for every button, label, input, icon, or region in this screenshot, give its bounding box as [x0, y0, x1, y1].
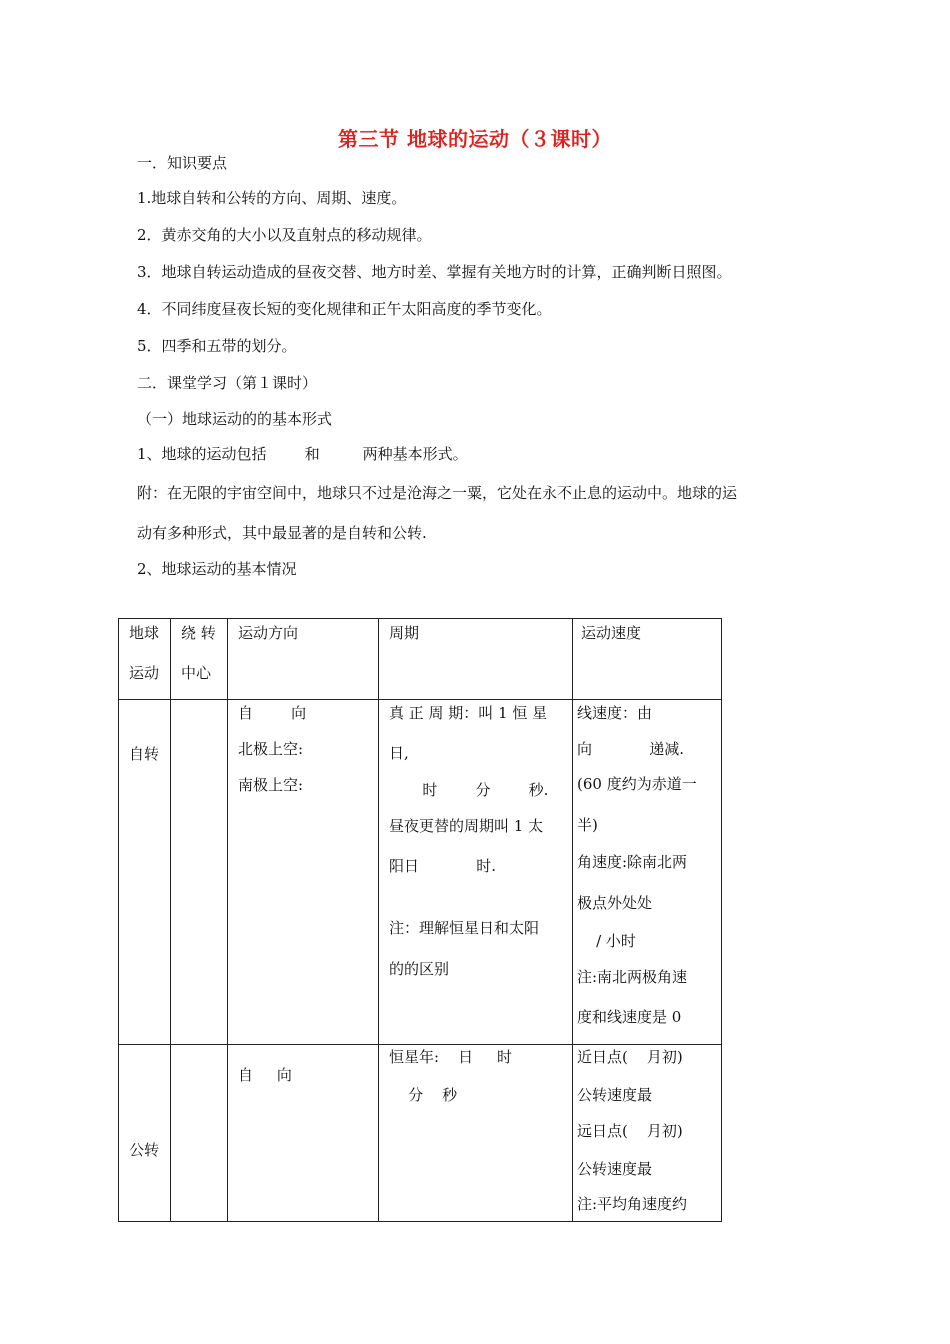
revolution-period-2: 分 秒 [389, 1086, 458, 1104]
rotation-period-2: 日, [389, 744, 409, 762]
earth-motion-table [118, 618, 722, 1222]
rotation-period-4: 昼夜更替的周期叫 1 太 [389, 817, 544, 835]
rotation-speed-6: 极点外处处 [577, 894, 653, 912]
revolution-period-1: 恒星年: 日 时 [389, 1048, 512, 1066]
rotation-speed-2: 向 递减. [577, 740, 684, 758]
header-direction: 运动方向 [238, 624, 299, 642]
rotation-period-6: 注：理解恒星日和太阳 [389, 919, 540, 937]
rotation-period-3: 时 分 秒. [389, 781, 549, 799]
table-row-rotation [119, 700, 722, 1045]
rotation-period-7: 的的区别 [389, 960, 450, 978]
header-center-line2: 中心 [181, 664, 212, 682]
revolution-speed-3: 远日点( 月初) [577, 1122, 683, 1140]
revolution-speed-1: 近日点( 月初) [577, 1048, 683, 1066]
question-1: 1、地球的运动包括 和 两种基本形式。 [137, 445, 468, 463]
rotation-speed-8: 注:南北两极角速 [577, 968, 688, 986]
rotation-direction-1: 自 向 [238, 704, 307, 722]
revolution-speed-2: 公转速度最 [577, 1086, 653, 1104]
table-header-row [119, 619, 722, 700]
header-motion-line1: 地球 [129, 624, 160, 642]
header-motion-line2: 运动 [129, 664, 160, 682]
header-center-line1: 绕 转 [181, 624, 216, 642]
rotation-speed-9: 度和线速度是 0 [577, 1008, 682, 1026]
section2-subheading: （一）地球运动的的基本形式 [137, 410, 333, 428]
question-2: 2、地球运动的基本情况 [137, 560, 297, 578]
header-period: 周期 [389, 624, 420, 642]
header-speed: 运动速度 [581, 624, 642, 642]
revolution-speed-5: 注:平均角速度约 [577, 1195, 688, 1213]
rotation-label: 自转 [129, 745, 160, 763]
knowledge-item-1: 1.地球自转和公转的方向、周期、速度。 [137, 189, 407, 207]
rotation-speed-5: 角速度:除南北两 [577, 853, 688, 871]
knowledge-item-3: 3．地球自转运动造成的昼夜交替、地方时差、掌握有关地方时的计算，正确判断日照图。 [137, 263, 732, 281]
revolution-direction-1: 自 向 [238, 1066, 292, 1084]
knowledge-item-4: 4．不同纬度昼夜长短的变化规律和正午太阳高度的季节变化。 [137, 300, 552, 318]
rotation-speed-4: 半) [577, 816, 598, 834]
section2-heading: 二．课堂学习（第１课时） [137, 374, 318, 392]
note-line-1: 附：在无限的宇宙空间中，地球只不过是沧海之一粟，它处在永不止息的运动中。地球的运 [137, 484, 738, 502]
rotation-speed-1: 线速度：由 [577, 704, 653, 722]
note-line-2: 动有多种形式，其中最显著的是自转和公转. [137, 524, 427, 542]
knowledge-item-2: 2．黄赤交角的大小以及直射点的移动规律。 [137, 226, 432, 244]
rotation-direction-3: 南极上空: [238, 776, 304, 794]
rotation-period-5: 阳日 时. [389, 857, 496, 875]
section1-heading: 一．知识要点 [137, 154, 228, 172]
rotation-period-1: 真 正 周 期：叫 1 恒 星 [389, 704, 548, 722]
rotation-direction-2: 北极上空: [238, 740, 304, 758]
knowledge-item-5: 5．四季和五带的划分。 [137, 337, 297, 355]
table-row-revolution [119, 1045, 722, 1222]
revolution-speed-4: 公转速度最 [577, 1160, 653, 1178]
revolution-label: 公转 [129, 1141, 160, 1159]
rotation-speed-3: (60 度约为赤道一 [577, 775, 697, 793]
page-title: 第三节 地球的运动（３课时） [338, 127, 612, 151]
rotation-speed-7: / 小时 [577, 932, 636, 950]
